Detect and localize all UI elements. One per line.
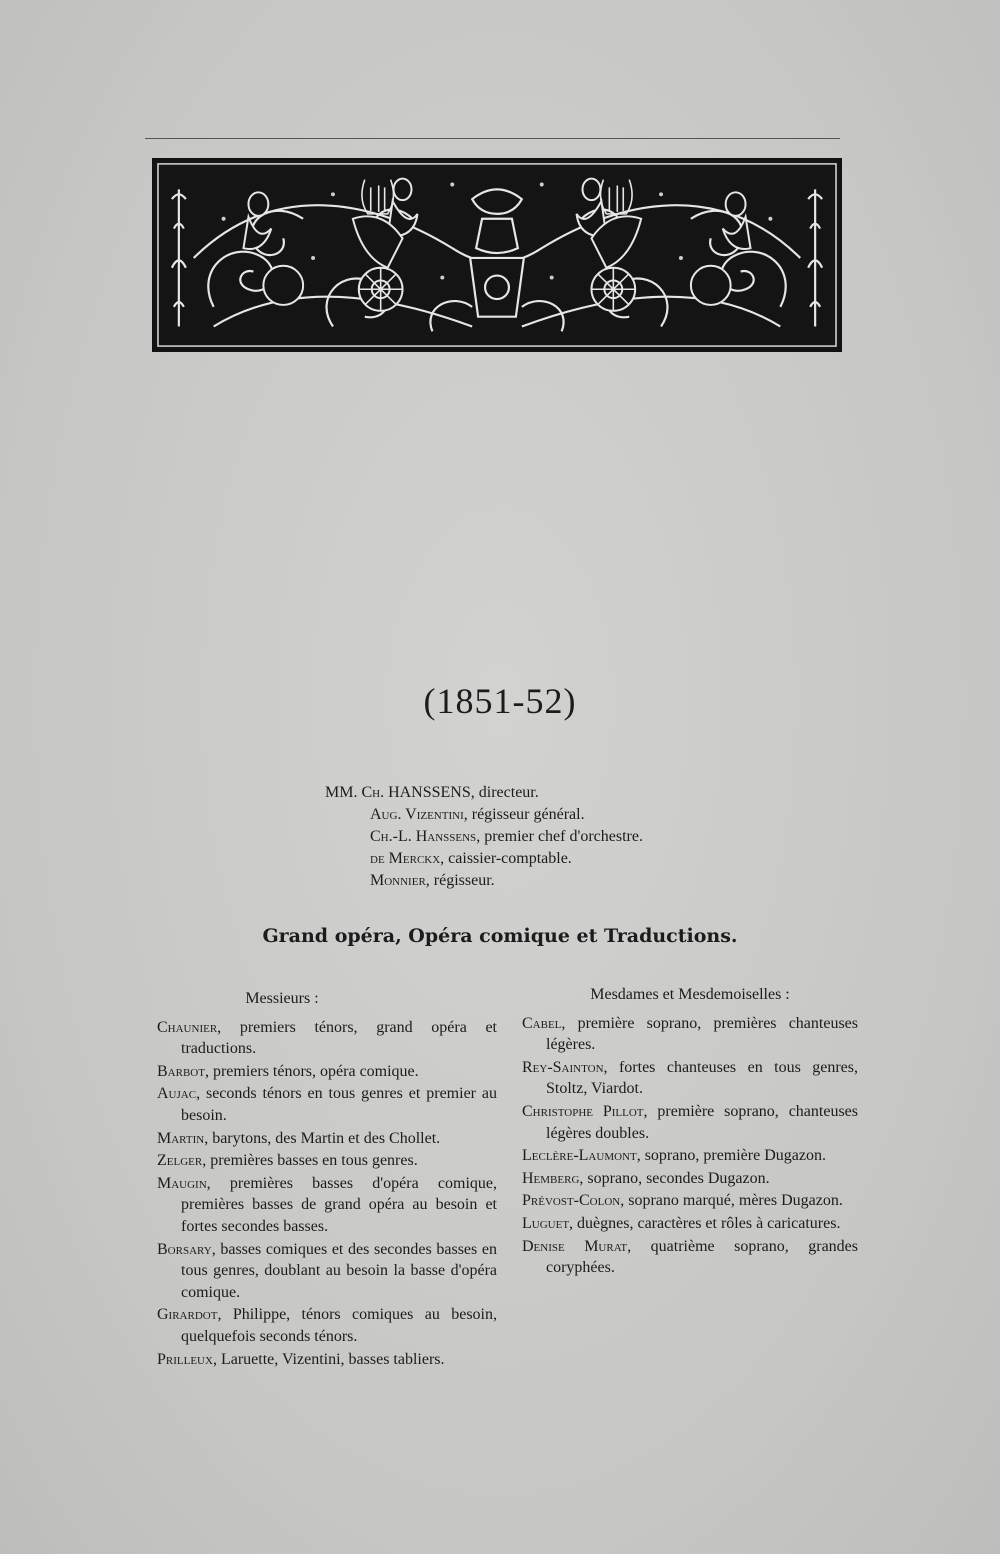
staff-role: , régisseur général. <box>463 806 585 823</box>
list-item <box>157 1239 497 1304</box>
entry-name: Luguet <box>522 1214 570 1232</box>
bleed-through <box>180 370 184 387</box>
staff-role: , régisseur. <box>425 872 495 889</box>
entry-text: , quatrième soprano, grandes coryphées. <box>546 1237 858 1277</box>
entry-name: Martin <box>157 1129 205 1147</box>
staff-regisseur-general <box>370 804 585 826</box>
entry-text: , duègnes, caractères et rôles à caricatures. <box>569 1214 841 1232</box>
entry-text: , premiers ténors, opéra comique. <box>204 1062 419 1080</box>
staff-name: de Merckx <box>370 850 441 867</box>
list-item <box>522 1013 858 1056</box>
mesdames-column <box>522 984 858 1280</box>
staff-name: Monnier <box>370 872 426 889</box>
staff-name: Aug. Vizentini <box>370 806 464 823</box>
entry-name: Chaunier <box>157 1018 218 1036</box>
messieurs-column <box>157 988 497 1371</box>
ornamental-banner <box>152 158 842 352</box>
section-title: Grand opéra, Opéra comique et Traductions. <box>262 925 738 947</box>
entry-name: Rey-Sainton <box>522 1058 604 1076</box>
messieurs-title: Messieurs : <box>245 990 319 1007</box>
mesdames-title: Mesdames et Mesdemoiselles : <box>590 986 790 1003</box>
ornament-icon <box>154 160 840 350</box>
entry-text: , premiers ténors, grand opéra et traductions. <box>181 1018 497 1058</box>
list-item <box>157 1061 497 1083</box>
entry-name: Denise Murat <box>522 1237 628 1255</box>
list-item <box>522 1236 858 1279</box>
season-year: (1851-52) <box>423 681 577 721</box>
entry-text: , fortes chanteuses en tous genres, Stoltz, Viardot. <box>546 1058 858 1098</box>
staff-regisseur <box>370 870 495 892</box>
entry-name: Cabel <box>522 1014 562 1032</box>
entry-text: , premières basses d'opéra comique, premières basses de grand opéra au besoin et fortes secondes basses. <box>181 1174 497 1235</box>
entry-text: , Laruette, Vizentini, basses tabliers. <box>212 1350 445 1368</box>
entry-text: , soprano, première Dugazon. <box>636 1147 826 1165</box>
list-item <box>157 1017 497 1060</box>
staff-role: , directeur. <box>470 784 539 801</box>
list-item <box>522 1168 858 1190</box>
staff-role: , caissier-comptable. <box>440 850 572 867</box>
staff-prefix: MM. <box>325 784 362 801</box>
staff-chef-orchestre <box>370 826 643 848</box>
staff-caissier <box>370 848 572 870</box>
entry-name: Aujac <box>157 1085 197 1103</box>
entry-name: Hemberg <box>522 1169 580 1187</box>
entry-name: Maugin <box>157 1174 207 1192</box>
list-item <box>157 1349 497 1371</box>
entry-text: , soprano, secondes Dugazon. <box>579 1169 770 1187</box>
entry-name: Girardot <box>157 1306 218 1324</box>
entry-name: Zelger <box>157 1152 203 1170</box>
entry-text: , basses comiques et des secondes basses en tous genres, doublant au besoin la basse d'opéra comique. <box>181 1240 497 1301</box>
entry-text: , premières basses en tous genres. <box>202 1152 418 1170</box>
entry-name: Prilleux <box>157 1350 213 1368</box>
list-item <box>522 1213 858 1235</box>
list-item <box>522 1145 858 1167</box>
entry-text: , première soprano, chanteuses légères doubles. <box>546 1102 858 1142</box>
entry-name: Prévost-Colon <box>522 1192 621 1210</box>
list-item <box>522 1101 858 1144</box>
list-item <box>157 1173 497 1238</box>
list-item <box>157 1083 497 1126</box>
entry-name: Christophe Pillot <box>522 1102 644 1120</box>
entry-name: Leclère-Laumont <box>522 1147 637 1165</box>
entry-name: Barbot <box>157 1062 205 1080</box>
entry-text: , barytons, des Martin et des Chollet. <box>204 1129 441 1147</box>
staff-director <box>325 782 539 804</box>
entry-name: Borsary <box>157 1240 212 1258</box>
entry-text: , seconds ténors en tous genres et premier au besoin. <box>181 1085 497 1124</box>
entry-text: , Philippe, ténors comiques au besoin, quelquefois seconds ténors. <box>181 1306 497 1345</box>
list-item <box>157 1304 497 1347</box>
list-item <box>157 1128 497 1150</box>
staff-name: Ch.-L. Hanssens <box>370 828 477 845</box>
entry-text: , première soprano, premières chanteuses légères. <box>546 1014 858 1054</box>
list-item <box>522 1190 858 1212</box>
staff-role: , premier chef d'orchestre. <box>476 828 643 845</box>
list-item <box>522 1057 858 1100</box>
staff-name: Ch. HANSSENS <box>361 784 471 801</box>
top-rule <box>145 138 840 139</box>
entry-text: , soprano marqué, mères Dugazon. <box>620 1192 843 1210</box>
list-item <box>157 1150 497 1172</box>
